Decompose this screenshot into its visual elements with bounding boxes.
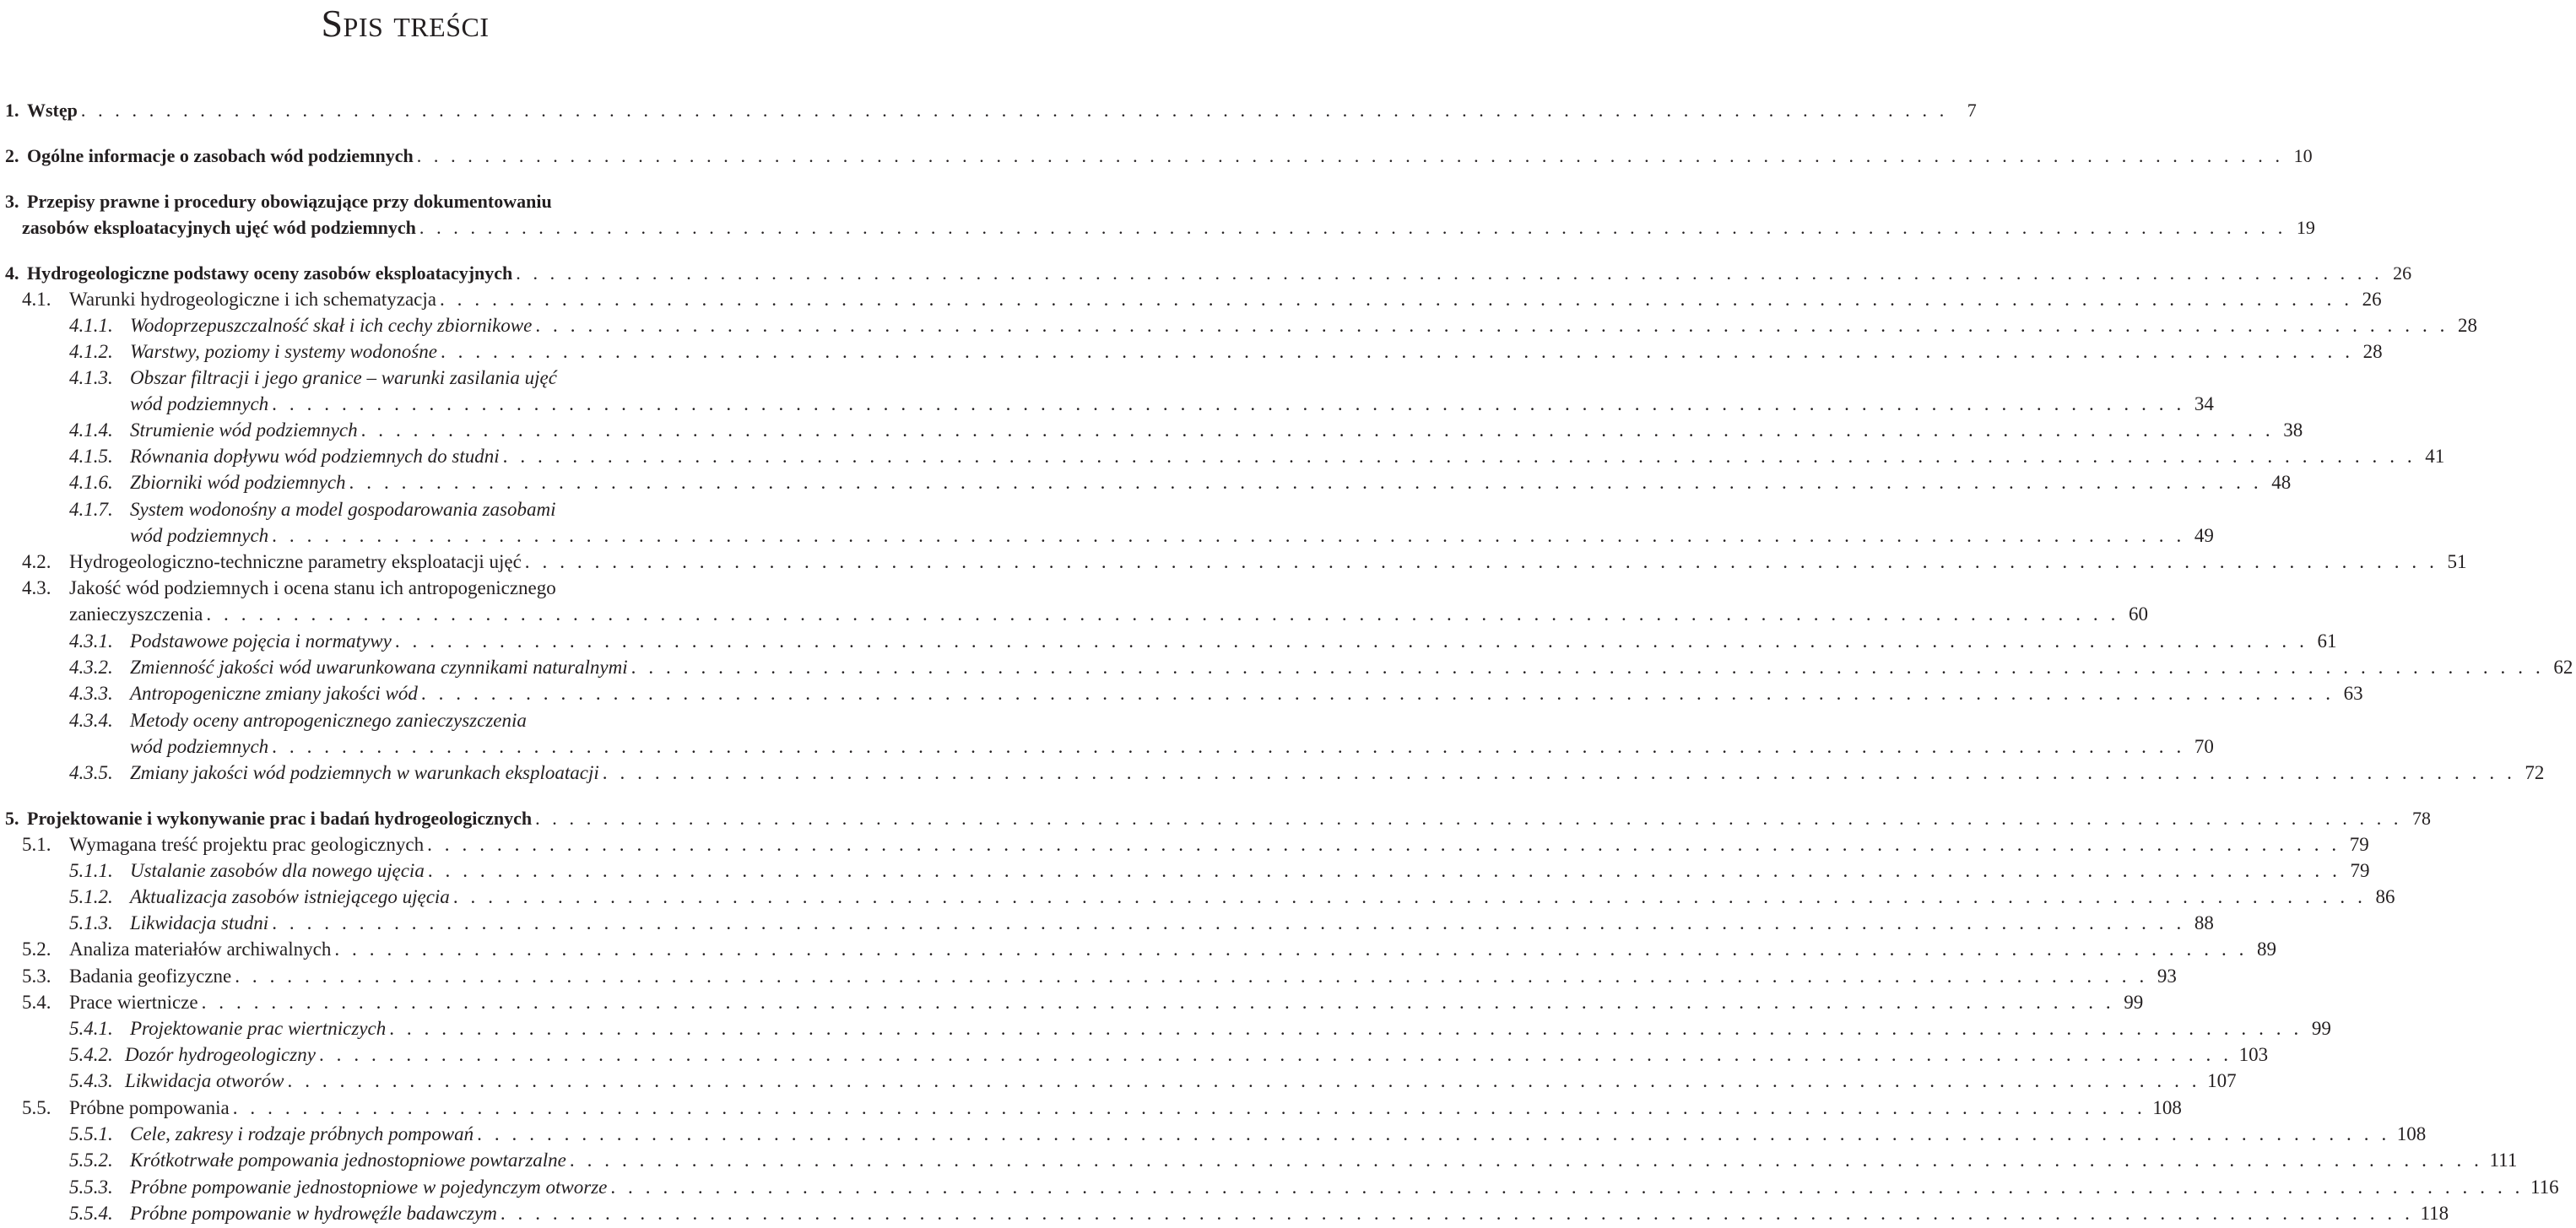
toc-entry-page: 41: [2425, 446, 2445, 467]
dot-leader: . . . . . . . . . . . . . . . . . . . . . . . . . . . . . . . . . . . . . . . . . . . . . . . . . . . . . . . . . . . . . . . . . . . . . . . . . . . . . . . . . . . . . . . . . . . . . . . . . . . . . . . . . . . . . .: [427, 834, 2341, 855]
toc-entry-page: 26: [2393, 262, 2412, 284]
toc-entry-number: 2.: [5, 145, 19, 166]
dot-leader: . . . . . . . . . . . . . . . . . . . . . . . . . . . . . . . . . . . . . . . . . . . . . . . . . . . . . . . . . . . . . . . . . . . . . . . . . . . . . . . . . . . . . . . . . . . . . . . . . . . . . . . . . . . . . .: [394, 630, 2308, 652]
dot-leader: . . . . . . . . . . . . . . . . . . . . . . . . . . . . . . . . . . . . . . . . . . . . . . . . . . . . . . . . . . . . . . . . . . . . . . . . . . . . . . . . . . . . . . . . . . . . . . . . . . . . . . . . . . . . . .: [235, 966, 2148, 987]
dot-leader: . . . . . . . . . . . . . . . . . . . . . . . . . . . . . . . . . . . . . . . . . . . . . . . . . . . . . . . . . . . . . . . . . . . . . . . . . . . . . . . . . . . . . . . . . . . . . . . . . . . . . . . . . . . . . .: [318, 1044, 2232, 1065]
toc-entry-title: Cele, zakresy i rodzaje próbnych pompowań: [130, 1123, 474, 1144]
dot-leader: . . . . . . . . . . . . . . . . . . . . . . . . . . . . . . . . . . . . . . . . . . . . . . . . . . . . . . . . . . . . . . . . . . . . . . . . . . . . . . . . . . . . . . . . . . . . . . . . . . . . . . . . . . . . . .: [535, 315, 2449, 336]
dot-leader: . . . . . . . . . . . . . . . . . . . . . . . . . . . . . . . . . . . . . . . . . . . . . . . . . . . . . . . . . . . . . . . . . . . . . . . . . . . . . . . . . . . . . . . . . . . . . . . . . . . . . . . . . . . . . .: [272, 393, 2185, 414]
toc-entry-5-5-4[interactable]: [0, 1200, 2449, 1226]
toc-entry-number: 5.1.: [22, 834, 51, 855]
toc-entry-page: 70: [2194, 736, 2214, 757]
toc-entry-number: 5.5.1.: [69, 1123, 113, 1144]
dot-leader: . . . . . . . . . . . . . . . . . . . . . . . . . . . . . . . . . . . . . . . . . . . . . . . . . . . . . . . . . . . . . . . . . . . . . . . . . . . . . . . . . . . . . . . . . . . . . . . . . . . . . . . . . . . . . .: [389, 1018, 2303, 1039]
toc-entry-1[interactable]: [0, 97, 1977, 123]
toc-entry-page: 38: [2283, 419, 2303, 441]
toc-entry-title: Próbne pompowania: [69, 1097, 230, 1118]
toc-entry-4-3-4-line1[interactable]: [0, 707, 810, 733]
toc-entry-5-5[interactable]: [0, 1095, 2182, 1121]
toc-entry-5-1-2[interactable]: [0, 884, 2395, 910]
toc-entry-title: Ogólne informacje o zasobach wód podziemnych: [27, 145, 414, 166]
toc-entry-2[interactable]: [0, 143, 2313, 169]
toc-entry-number: 4.3.3.: [69, 683, 113, 704]
toc-entry-number: 5.4.3.: [69, 1070, 113, 1091]
toc-entry-title: Likwidacja otworów: [125, 1070, 284, 1091]
toc-entry-page: 107: [2207, 1070, 2237, 1091]
toc-entry-page: 62: [2553, 657, 2573, 678]
toc-entry-4-3-5[interactable]: [0, 760, 2545, 786]
toc-entry-number: 5.1.3.: [69, 912, 113, 933]
page-title: Spis treści: [321, 2, 490, 45]
toc-entry-title: wód podziemnych: [130, 736, 269, 757]
toc-entry-4-1-2[interactable]: [0, 338, 2383, 365]
toc-entry-3[interactable]: [0, 214, 2315, 241]
toc-entry-number: 5.4.1.: [69, 1018, 113, 1039]
toc-entry-title: Krótkotrwałe pompowania jednostopniowe powtarzalne: [130, 1150, 566, 1171]
toc-entry-5-3[interactable]: [0, 963, 2177, 989]
toc-entry-number: 5.2.: [22, 939, 51, 960]
dot-leader: . . . . . . . . . . . . . . . . . . . . . . . . . . . . . . . . . . . . . . . . . . . . . . . . . . . . . . . . . . . . . . . . . . . . . . . . . . . . . . . . . . . . . . . . . . . . . . . . . . . . . . . . . . . . . .: [427, 860, 2341, 881]
toc-entry-number: 4.3.2.: [69, 657, 113, 678]
toc-entry-4-1-3-line1[interactable]: [0, 365, 810, 391]
toc-entry-3-line1[interactable]: [0, 188, 810, 214]
toc-entry-number: 4.1.6.: [69, 472, 113, 493]
toc-entry-title: Likwidacja studni: [130, 912, 269, 933]
dot-leader: . . . . . . . . . . . . . . . . . . . . . . . . . . . . . . . . . . . . . . . . . . . . . . . . . . . . . . . . . . . . . . . . . . . . . . . . . . . . . . . . . . . . . . . . . . . . . . . . . . . . . . . . . . . . . .: [206, 603, 2119, 625]
toc-entry-number: 5.3.: [22, 966, 51, 987]
toc-entry-4-1-5[interactable]: [0, 443, 2445, 469]
toc-entry-number: 4.1.5.: [69, 446, 113, 467]
toc-entry-title: wód podziemnych: [130, 393, 269, 414]
toc-entry-title: Projektowanie prac wiertniczych: [130, 1018, 387, 1039]
toc-entry-number: 5.1.1.: [69, 860, 113, 881]
toc-entry-title: Prace wiertnicze: [69, 992, 198, 1013]
toc-entry-number: 4.3.: [22, 577, 51, 598]
toc-entry-number: 5.4.: [22, 992, 51, 1013]
toc-entry-title: Dozór hydrogeologiczny: [125, 1044, 316, 1065]
toc-entry-title-line1: Metody oceny antropogenicznego zanieczyszczenia: [130, 710, 527, 731]
toc-entry-title: Wodoprzepuszczalność skał i ich cechy zbiornikowe: [130, 315, 533, 336]
toc-entry-page: 89: [2257, 939, 2277, 960]
dot-leader: . . . . . . . . . . . . . . . . . . . . . . . . . . . . . . . . . . . . . . . . . . . . . . . . . . . . . . . . . . . . . . . . . . . . . . . . . . . . . . . . . . . . . . . . . . . . . . . . . . . . . . . . . . . . . .: [439, 289, 2353, 310]
toc-entry-title: Hydrogeologiczne podstawy oceny zasobów eksploatacyjnych: [27, 262, 513, 284]
toc-entry-number: 5.5.: [22, 1097, 51, 1118]
toc-entry-page: 26: [2362, 289, 2382, 310]
toc-entry-4-3-3[interactable]: [0, 680, 2363, 706]
toc-entry-number: 5.5.3.: [69, 1177, 113, 1198]
toc-entry-number: 1.: [5, 100, 19, 121]
dot-leader: . . . . . . . . . . . . . . . . . . . . . . . . . . . . . . . . . . . . . . . . . . . . . . . . . . . . . . . . . . . . . . . . . . . . . . . . . . . . . . . . . . . . . . . . . . . . . . . . . . . . . . . . . . . . . .: [334, 939, 2249, 960]
dot-leader: . . . . . . . . . . . . . . . . . . . . . . . . . . . . . . . . . . . . . . . . . . . . . . . . . . . . . . . . . . . . . . . . . . . . . . . . . . . . . . . . . . . . . . . . . . . . . . . . . . . . . . . . . . . . . .: [416, 145, 2284, 166]
toc-entry-4-1[interactable]: [0, 286, 2382, 312]
toc-entry-page: 51: [2447, 551, 2467, 572]
toc-entry-page: 34: [2194, 393, 2214, 414]
toc-entry-number: 5.5.2.: [69, 1150, 113, 1171]
toc-entry-title: Zbiorniki wód podziemnych: [130, 472, 346, 493]
toc-entry-number: 5.5.4.: [69, 1203, 113, 1224]
toc-entry-title: Badania geofizyczne: [69, 966, 232, 987]
toc-entry-title-line1: Obszar filtracji i jego granice – warunki zasilania ujęć: [130, 367, 557, 388]
toc-entry-page: 79: [2349, 834, 2369, 855]
dot-leader: . . . . . . . . . . . . . . . . . . . . . . . . . . . . . . . . . . . . . . . . . . . . . . . . . . . . . . . . . . . . . . . . . . . . . . . . . . . . . . . . . . . . . . . . . . . . . . . . . . . . . . . . . . . . . .: [524, 551, 2438, 572]
toc-entry-page: 49: [2194, 525, 2214, 546]
toc-entry-title: Zmienność jakości wód uwarunkowana czynnikami naturalnymi: [130, 657, 628, 678]
dot-leader: . . . . . . . . . . . . . . . . . . . . . . . . . . . . . . . . . . . . . . . . . . . . . . . . . . . . . . . . . . . . . . . . . . . . . . . . . . . . . . . . . . . . . . . . . . . . . . . . . . . . . . . . . . . . . .: [535, 808, 2403, 829]
toc-entry-4-1-3[interactable]: [0, 391, 2214, 417]
toc-entry-number: 3.: [5, 191, 19, 212]
toc-entry-4-2[interactable]: [0, 549, 2467, 575]
toc-entry-page: 99: [2124, 992, 2144, 1013]
toc-entry-5-4-1[interactable]: [0, 1015, 2331, 1041]
toc-entry-5[interactable]: [0, 805, 2432, 831]
toc-entry-5-1-1[interactable]: [0, 857, 2370, 884]
toc-entry-4-1-1[interactable]: [0, 312, 2477, 338]
toc-entry-title: wód podziemnych: [130, 525, 269, 546]
toc-entry-4[interactable]: [0, 260, 2412, 286]
toc-entry-page: 10: [2293, 145, 2313, 166]
toc-entry-page: 93: [2157, 966, 2177, 987]
toc-entry-5-1[interactable]: [0, 831, 2369, 857]
toc-entry-page: 79: [2350, 860, 2370, 881]
toc-entry-5-5-2[interactable]: [0, 1147, 2518, 1173]
dot-leader: . . . . . . . . . . . . . . . . . . . . . . . . . . . . . . . . . . . . . . . . . . . . . . . . . . . . . . . . . . . . . . . . . . . . . . . . . . . . . . . . . . . . . . . . . . . . . . . . . . . . . . . . . . . . . .: [349, 472, 2263, 493]
toc-entry-page: 99: [2311, 1018, 2331, 1039]
dot-leader: . . . . . . . . . . . . . . . . . . . . . . . . . . . . . . . . . . . . . . . . . . . . . . . . . . . . . . . . . . . . . . . . . . . . . . . . . . . . . . . . . . . . . . . . . . . . . . . . . . . . . . . . . . . . . .: [569, 1150, 2483, 1171]
toc-entry-5-5-1[interactable]: [0, 1121, 2427, 1147]
toc-entry-page: 61: [2317, 630, 2337, 652]
dot-leader: . . . . . . . . . . . . . . . . . . . . . . . . . . . . . . . . . . . . . . . . . . . . . . . . . . . . . . . . . . . . . . . . . . . . . . . . . . . . . . . . . . . . . . . . . . . . . . . . . . . . . . . . . . . . . .: [420, 683, 2335, 704]
toc-entry-title: Antropogeniczne zmiany jakości wód: [130, 683, 418, 704]
toc-entry-5-4[interactable]: [0, 989, 2144, 1015]
toc-entry-page: 88: [2194, 912, 2214, 933]
toc-entry-number: 4.1.3.: [69, 367, 113, 388]
toc-entry-page: 19: [2296, 217, 2315, 238]
dot-leader: . . . . . . . . . . . . . . . . . . . . . . . . . . . . . . . . . . . . . . . . . . . . . . . . . . . . . . . . . . . . . . . . . . . . . . . . . . . . . . . . . . . . . . . . . . . . . . . . . . . . . . . . . . . . . .: [477, 1123, 2390, 1144]
dot-leader: . . . . . . . . . . . . . . . . . . . . . . . . . . . . . . . . . . . . . . . . . . . . . . . . . . . . . . . . . . . . . . . . . . . . . . . . . . . . . . . . . . . . . . . . . . . . . . . . . . . . . . . . . . . . . .: [500, 1203, 2414, 1224]
toc-entry-4-3-line1[interactable]: [0, 575, 810, 601]
toc-entry-title: Zmiany jakości wód podziemnych w warunkach eksploatacji: [130, 762, 599, 783]
toc-entry-number: 4.3.5.: [69, 762, 113, 783]
toc-entry-title: Analiza materiałów archiwalnych: [69, 939, 332, 960]
toc-entry-page: 28: [2458, 315, 2477, 336]
toc-entry-4-1-7[interactable]: [0, 522, 2214, 549]
toc-entry-title: Warunki hydrogeologiczne i ich schematyzacja: [69, 289, 436, 310]
toc-entry-page: 86: [2375, 886, 2395, 907]
toc-entry-number: 4.1.1.: [69, 315, 113, 336]
toc-entry-4-3-4[interactable]: [0, 733, 2214, 760]
dot-leader: . . . . . . . . . . . . . . . . . . . . . . . . . . . . . . . . . . . . . . . . . . . . . . . . . . . . . . . . . . . . . . . . . . . . . . . . . . . . . . . . . . . . . . . . . . . . . . . . . . . . . . . . . . . . . .: [201, 992, 2115, 1013]
toc-entry-number: 5.4.2.: [69, 1044, 113, 1065]
toc-entry-title: Próbne pompowanie w hydrowęźle badawczym: [130, 1203, 497, 1224]
toc-entry-title: Wstęp: [27, 100, 78, 121]
toc-entry-5-1-3[interactable]: [0, 910, 2214, 936]
toc-entry-number: 4.2.: [22, 551, 51, 572]
toc-entry-title-line1: Przepisy prawne i procedury obowiązujące przy dokumentowaniu: [27, 191, 552, 212]
toc-entry-title: Aktualizacja zasobów istniejącego ujęcia: [130, 886, 450, 907]
toc-entry-title: Wymagana treść projektu prac geologicznych: [69, 834, 425, 855]
dot-leader: . . . . . . . . . . . . . . . . . . . . . . . . . . . . . . . . . . . . . . . . . . . . . . . . . . . . . . . . . . . . . . . . . . . . . . . . . . . . . . . . . . . . . . . . . . . . . . . . . . . . . . . . . . . . . .: [452, 886, 2367, 907]
dot-leader: . . . . . . . . . . . . . . . . . . . . . . . . . . . . . . . . . . . . . . . . . . . . . . . . . . . . . . . . . . . . . . . . . . . . . . . . . . . . . . . . . . . . . . . . . . . . . . . . . . . . . . . . . . . . . .: [272, 736, 2185, 757]
toc-entry-page: 7: [1967, 100, 1977, 121]
toc-entry-number: 4.1.2.: [69, 341, 113, 362]
toc-entry-page: 111: [2489, 1150, 2518, 1171]
toc-entry-page: 103: [2238, 1044, 2269, 1065]
dot-leader: . . . . . . . . . . . . . . . . . . . . . . . . . . . . . . . . . . . . . . . . . . . . . . . . . . . . . . . . . . . . . . . . . . . . . . . . . . . . . . . . . . . . . . . . . . . . . . . . . . . . . . . . . . . . . .: [419, 217, 2286, 238]
toc-entry-page: 72: [2525, 762, 2545, 783]
dot-leader: . . . . . . . . . . . . . . . . . . . . . . . . . . . . . . . . . . . . . . . . . . . . . . . . . . . . . . . . . . . . . . . . . . . . . . . . . . . . . . . . . . . . . . . . . . . . . . . . . . . . . . . . . . . . . .: [502, 446, 2416, 467]
toc-entry-title: Równania dopływu wód podziemnych do studni: [130, 446, 500, 467]
toc-entry-page: 118: [2420, 1203, 2449, 1224]
toc-entry-4-1-4[interactable]: [0, 417, 2303, 443]
toc-entry-title: Projektowanie i wykonywanie prac i badań hydrogeologicznych: [27, 808, 533, 829]
dot-leader: . . . . . . . . . . . . . . . . . . . . . . . . . . . . . . . . . . . . . . . . . . . . . . . . . . . . . . . . . . . . . . . . . . . . . . . . . . . . . . . . . . . . . . . . . . . . . . . . . . . . . . . . . . . . . .: [630, 657, 2545, 678]
toc-entry-title-line1: System wodonośny a model gospodarowania zasobami: [130, 499, 556, 520]
toc-entry-5-5-3[interactable]: [0, 1174, 2559, 1200]
dot-leader: . . . . . . . . . . . . . . . . . . . . . . . . . . . . . . . . . . . . . . . . . . . . . . . . . . . . . . . . . . . . . . . . . . . . . . . . . . . . . . . . . . . . . . . . . . . . . . . . . . . . . . . . . . . . . .: [287, 1070, 2201, 1091]
toc-entry-page: 63: [2343, 683, 2363, 704]
toc-entry-title-line1: Jakość wód podziemnych i ocena stanu ich antropogenicznego: [69, 577, 556, 598]
toc-entry-title: zasobów eksploatacyjnych ujęć wód podziemnych: [22, 217, 416, 238]
toc-entry-number: 4.1.7.: [69, 499, 113, 520]
toc-entry-page: 108: [2152, 1097, 2182, 1118]
toc-entry-title: Podstawowe pojęcia i normatywy: [130, 630, 392, 652]
toc-entry-number: 4.3.4.: [69, 710, 113, 731]
toc-entry-title: Próbne pompowanie jednostopniowe w pojedynczym otworze: [130, 1177, 608, 1198]
dot-leader: . . . . . . . . . . . . . . . . . . . . . . . . . . . . . . . . . . . . . . . . . . . . . . . . . . . . . . . . . . . . . . . . . . . . . . . . . . . . . . . . . . . . . . . . . . . . . . . . . . . . . . . . . . . . . .: [272, 525, 2185, 546]
toc-entry-5-4-3[interactable]: [0, 1068, 2237, 1094]
toc-entry-page: 116: [2530, 1177, 2559, 1198]
toc-entry-title: Hydrogeologiczno-techniczne parametry eksploatacji ujęć: [69, 551, 522, 572]
toc-entry-title: Warstwy, poziomy i systemy wodonośne: [130, 341, 437, 362]
toc-entry-4-1-6[interactable]: [0, 469, 2292, 495]
toc-entry-page: 108: [2396, 1123, 2427, 1144]
toc-entry-page: 28: [2362, 341, 2383, 362]
dot-leader: . . . . . . . . . . . . . . . . . . . . . . . . . . . . . . . . . . . . . . . . . . . . . . . . . . . . . . . . . . . . . . . . . . . . . . . . . . . . . . . . . . . . . . . . . . . . . . . . . . . . . . . . . . . . . .: [602, 762, 2516, 783]
toc-entry-title: Strumienie wód podziemnych: [130, 419, 358, 441]
dot-leader: . . . . . . . . . . . . . . . . . . . . . . . . . . . . . . . . . . . . . . . . . . . . . . . . . . . . . . . . . . . . . . . . . . . . . . . . . . . . . . . . . . . . . . . . . . . . . . . . . . . . . . . . . . . . . .: [272, 912, 2185, 933]
toc-entry-number: 4.3.1.: [69, 630, 113, 652]
toc-entry-number: 4.1.: [22, 289, 51, 310]
toc-entry-page: 48: [2271, 472, 2292, 493]
toc-entry-title: zanieczyszczenia: [69, 603, 203, 625]
dot-leader: . . . . . . . . . . . . . . . . . . . . . . . . . . . . . . . . . . . . . . . . . . . . . . . . . . . . . . . . . . . . . . . . . . . . . . . . . . . . . . . . . . . . . . . . . . . . . . . . . . . . . . . . . . . . . .: [610, 1177, 2525, 1198]
dot-leader: . . . . . . . . . . . . . . . . . . . . . . . . . . . . . . . . . . . . . . . . . . . . . . . . . . . . . . . . . . . . . . . . . . . . . . . . . . . . . . . . . . . . . . . . . . . . . . . . . . . . . . . . . . . . . .: [360, 419, 2275, 441]
toc-entry-number: 4.: [5, 262, 19, 284]
toc-entry-4-3-2[interactable]: [0, 654, 2573, 680]
toc-entry-4-3[interactable]: [0, 601, 2148, 627]
toc-entry-5-4-2[interactable]: [0, 1041, 2269, 1068]
dot-leader: . . . . . . . . . . . . . . . . . . . . . . . . . . . . . . . . . . . . . . . . . . . . . . . . . . . . . . . . . . . . . . . . . . . . . . . . . . . . . . . . . . . . . . . . . . . . . . . . . . . . . . . . . . . . . .: [232, 1097, 2146, 1118]
toc-entry-page: 60: [2128, 603, 2148, 625]
toc-entry-title: Ustalanie zasobów dla nowego ujęcia: [130, 860, 425, 881]
dot-leader: . . . . . . . . . . . . . . . . . . . . . . . . . . . . . . . . . . . . . . . . . . . . . . . . . . . . . . . . . . . . . . . . . . . . . . . . . . . . . . . . . . . . . . . . . . . . . . . . . . . . . . . . . . . . . .: [516, 262, 2384, 284]
toc-entry-page: 78: [2412, 808, 2432, 829]
toc-entry-number: 4.1.4.: [69, 419, 113, 441]
toc-entry-4-3-1[interactable]: [0, 628, 2337, 654]
dot-leader: . . . . . . . . . . . . . . . . . . . . . . . . . . . . . . . . . . . . . . . . . . . . . . . . . . . . . . . . . . . . . . . . . . . . . . . . . . . . . . . . . . . . . . . . . . . . . . . . . . . . . . . . . . . . . .: [440, 341, 2354, 362]
toc-entry-number: 5.1.2.: [69, 886, 113, 907]
dot-leader: . . . . . . . . . . . . . . . . . . . . . . . . . . . . . . . . . . . . . . . . . . . . . . . . . . . . . . . . . . . . . . . . . . . . . . . . . . . . . . . . . . . . . . . . . . . . . . . . . . . . . . . . . . . . . .: [80, 100, 1948, 121]
toc-entry-number: 5.: [5, 808, 19, 829]
toc-entry-5-2[interactable]: [0, 936, 2277, 962]
toc-entry-4-1-7-line1[interactable]: [0, 496, 810, 522]
